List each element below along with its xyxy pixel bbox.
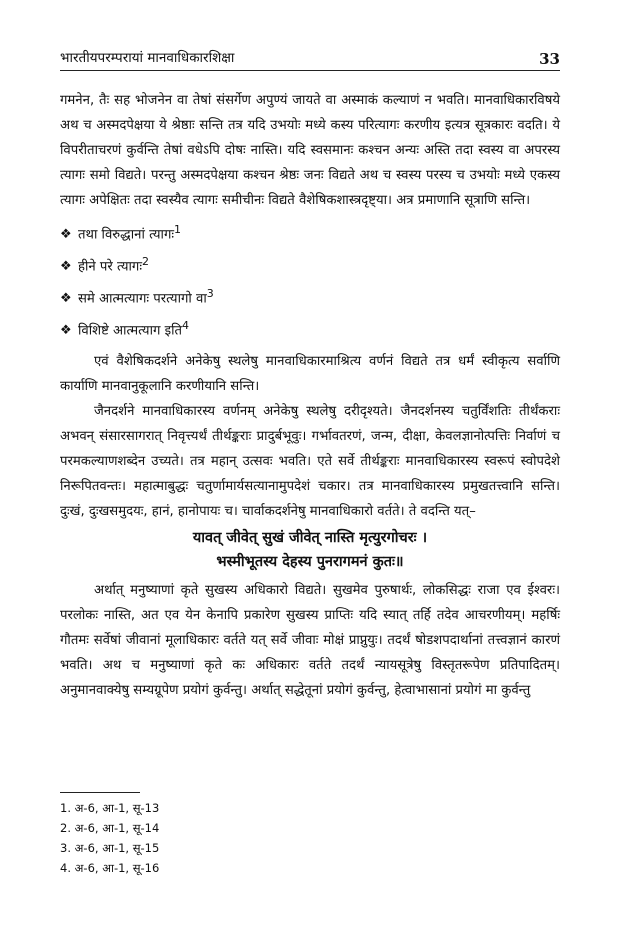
- footnote-ref: 3: [206, 286, 214, 300]
- list-item: [60, 313, 560, 345]
- verse-line: भस्मीभूतस्य देहस्य पुनरागमनं कुतः॥: [216, 553, 404, 570]
- footnote: 1. अ-6, आ-1, सू-13: [60, 801, 160, 815]
- sutra-text: तथा विरुद्धानां त्यागः: [78, 227, 175, 243]
- footnote: 2. अ-6, आ-1, सू-14: [60, 821, 160, 835]
- verse-block: [60, 526, 560, 574]
- paragraph-vaisheshika: एवं वैशेषिकदर्शने अनेकेषु स्थलेषु मानवाधिकारमाश्रित्य वर्णनं विद्यते तत्र धर्मं स्वीकृत्य सर्वाणि कार्याणि मानवानुकूलानि करणीयानि सन्ति।: [60, 353, 560, 394]
- diamond-bullet-icon: ❖: [60, 227, 72, 243]
- footnote: 4. अ-6, आ-1, सू-16: [60, 861, 160, 875]
- footnote-ref: 1: [174, 223, 182, 236]
- list-item: [60, 281, 560, 313]
- page-header: [60, 42, 560, 71]
- footnote-ref: 2: [141, 254, 149, 268]
- diamond-bullet-icon: ❖: [60, 259, 72, 275]
- sutra-list: [60, 217, 560, 345]
- paragraph-top: गमनेन, तैः सह भोजनेन वा तेषां संसर्गेण अपुण्यं जायते वा अस्माकं कल्याणं न भवति। मानवाधिकारविषये अथ च अस्मदपेक्षया ये श्रेष्ठाः सन्ति तत्र यदि उभयोः मध्ये कस्य परित्यागः करणीय इत्यत्र सूत्रकारः वदति। ये विपरीताचरणं कुर्वन्ति तेषां वधेऽपि दोषः नास्ति। यदि स्वसमानः कश्चन अन्यः अस्ति तदा स्वस्य वा अपरस्य त्यागः समो विद्यते। परन्तु अस्मदपेक्षया कश्चन श्रेष्ठः जनः विद्यते अथ च स्वस्य परस्य च उभयोः मध्ये एकस्य त्यागः अपेक्षितः तदा स्वस्यैव त्यागः समीचीनः विद्यते वैशेषिकशास्त्रदृष्ट्या। अत्र प्रमाणानि सूत्राणि सन्ति।: [60, 93, 560, 208]
- diamond-bullet-icon: ❖: [60, 323, 72, 339]
- paragraph-bottom: अर्थात् मनुष्याणां कृते सुखस्य अधिकारो विद्यते। सुखमेव पुरुषार्थः, लोकसिद्धः राजा एव ईश्वरः। परलोकः नास्ति, अत एव येन केनापि प्रकारेण सुखस्य प्राप्तिः यदि स्यात् तर्हि तदेव आचरणीयम्। महर्षिः गौतमः सर्वेषां जीवानां मूलाधिकारः वर्तते यत् सर्वे जीवाः मोक्षं प्राप्नुयुः। तदर्थं षोडशपदार्थानां तत्त्वज्ञानं कारणं भवति। अथ च मनुष्याणां कृते कः अधिकारः वर्तते तदर्थं न्यायसूत्रेषु विस्तृतरूपेण प्रतिपादितम्। अनुमानवाक्येषु सम्यग्रूपेण प्रयोगं कुर्वन्तु। अर्थात् सद्धेतूनां प्रयोगं कुर्वन्तु, हेत्वाभासानां प्रयोगं मा कुर्वन्तु: [60, 582, 560, 698]
- list-item: [60, 217, 560, 249]
- footnote: 3. अ-6, आ-1, सू-15: [60, 841, 160, 855]
- page-number: 33: [539, 50, 560, 68]
- list-item: [60, 249, 560, 281]
- verse-line: यावत् जीवेत् सुखं जीवेत् नास्ति मृत्युरगोचरः ।: [192, 529, 428, 546]
- page-body: [60, 88, 560, 703]
- sutra-text: समे आत्मत्यागः परत्यागो वा: [78, 291, 207, 307]
- footnotes: [60, 798, 159, 878]
- sutra-text: हीने परे त्यागः: [78, 259, 142, 275]
- sutra-text: विशिष्टे आत्मत्याग इति: [78, 323, 183, 339]
- diamond-bullet-icon: ❖: [60, 291, 72, 307]
- footnote-ref: 4: [182, 318, 190, 332]
- paragraph-jain: जैनदर्शने मानवाधिकारस्य वर्णनम् अनेकेषु स्थलेषु दरीदृश्यते। जैनदर्शनस्य चतुर्विंशतिः तीर्थंकराः अभवन् संसारसागरात् निवृत्त्यर्थं तीर्थङ्कराः प्रादुर्बभूवुः। गर्भावतरणं, जन्म, दीक्षा, केवलज्ञानोत्पत्तिः निर्वाणं च परमकल्याणशब्देन उच्यते। तत्र महान् उत्सवः भवति। एते सर्वे तीर्थङ्कराः मानवाधिकारस्य स्वरूपं स्वोपदेशे निरूपितवन्तः। महात्माबुद्धः चतुर्णामार्यसत्यानामुपदेशं चकार। तत्र मानवाधिकारस्य प्रमुखतत्त्वानि सन्ति। दुःखं, दुःखसमुदयः, हानं, हानोपायः च। चार्वाकदर्शनेषु मानवाधिकारो वर्तते। ते वदन्ति यत्–: [60, 403, 560, 519]
- running-title: भारतीयपरम्परायां मानवाधिकारशिक्षा: [60, 50, 235, 66]
- footnote-divider: [60, 792, 140, 793]
